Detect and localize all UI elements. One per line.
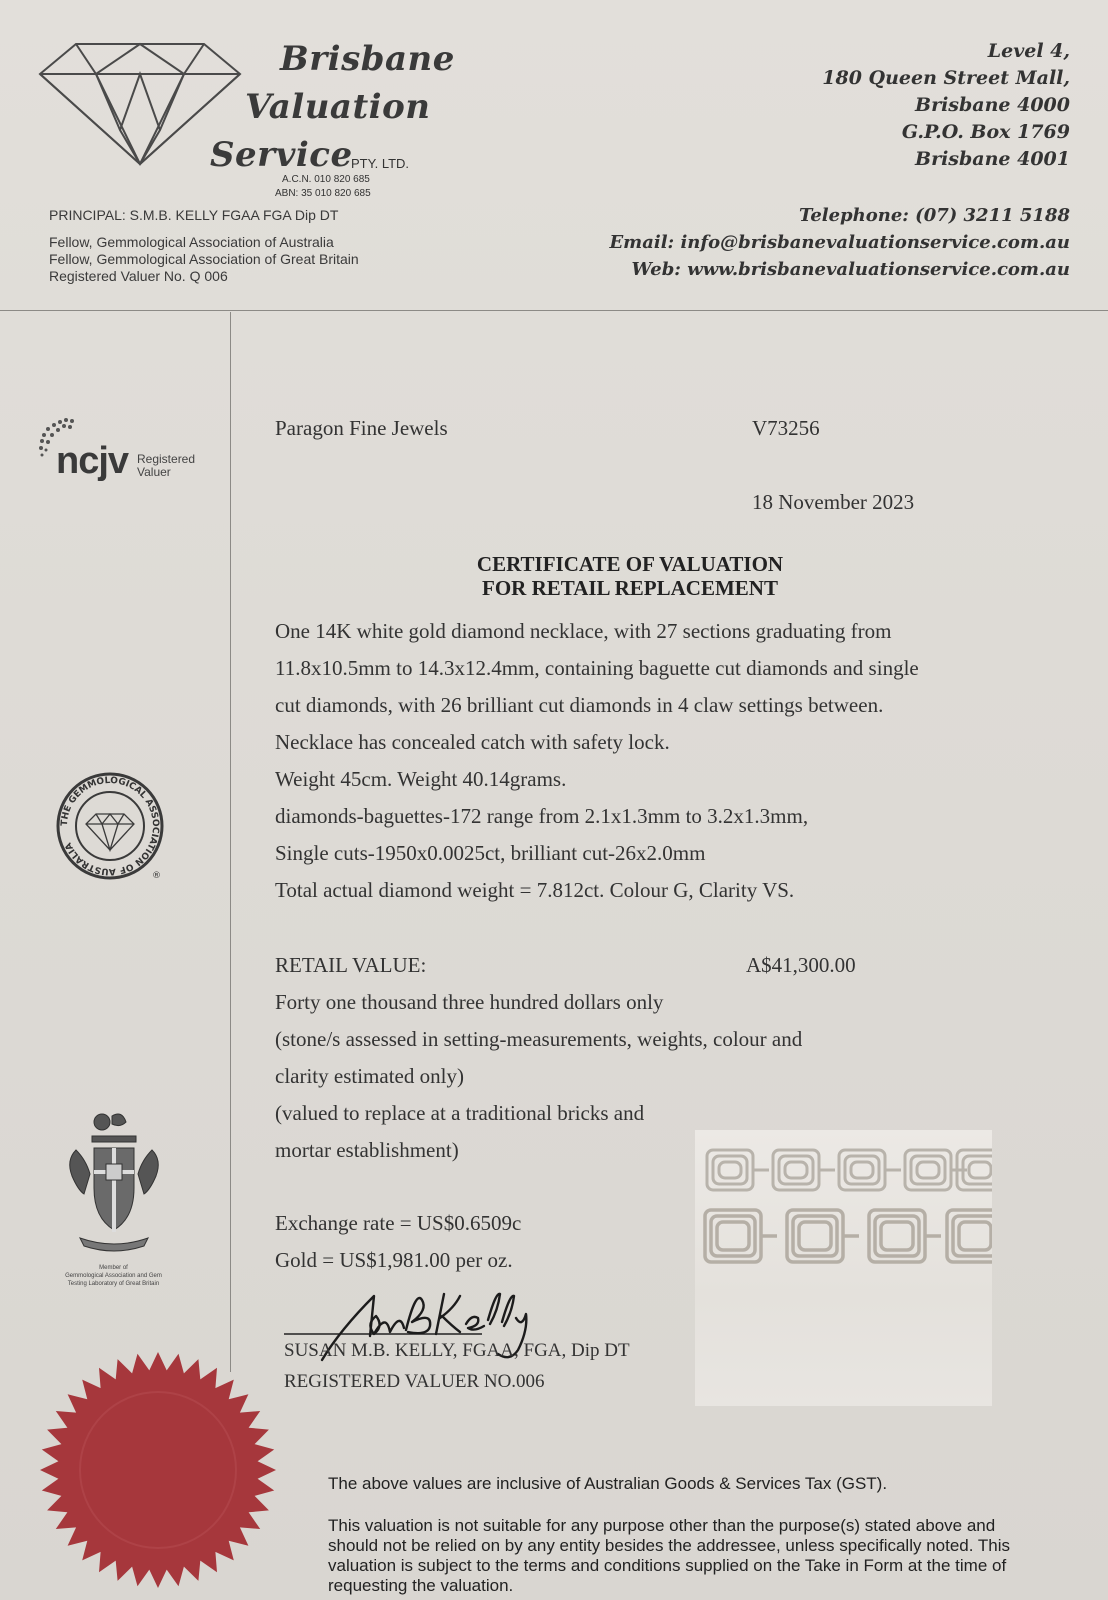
description-line: cut diamonds, with 26 brilliant cut diamonds in 4 claw settings between.: [275, 693, 884, 717]
note-line: (valued to replace at a traditional bricks and: [275, 1101, 645, 1125]
ncjv-registered: Registered: [137, 452, 196, 466]
description-line: Weight 45cm. Weight 40.14grams.: [275, 767, 567, 791]
coat-of-arms-icon: [62, 1110, 166, 1260]
certificate-subtitle: FOR RETAIL REPLACEMENT: [482, 576, 778, 600]
principal: PRINCIPAL: S.M.B. KELLY FGAA FGA Dip DT: [49, 207, 339, 223]
necklace-link: [881, 1222, 913, 1250]
svg-text:THE GEMMOLOGICAL ASSOCIATION O: [60, 776, 160, 876]
necklace-link: [963, 1156, 992, 1184]
fellow-gagb: Fellow, Gemmological Association of Great Britain: [49, 251, 359, 267]
abn: ABN: 35 010 820 685: [275, 188, 371, 199]
note-line: mortar establishment): [275, 1138, 459, 1162]
acn: A.C.N. 010 820 685: [282, 174, 370, 185]
brand-line-2: Valuation: [245, 87, 431, 127]
ncjv-valuer: Valuer: [137, 465, 171, 479]
note-line: clarity estimated only): [275, 1064, 464, 1088]
address-block: [710, 38, 1070, 173]
web: Web: www.brisbanevaluationservice.com.au: [631, 259, 1070, 280]
description-line: Necklace has concealed catch with safety lock.: [275, 730, 670, 754]
sidebar-divider: [230, 312, 231, 1372]
necklace-link: [785, 1162, 807, 1178]
address-line: Brisbane 4001: [915, 148, 1070, 170]
gaa-ring-text: THE GEMMOLOGICAL ASSOCIATION OF AUSTRALIA: [59, 775, 161, 877]
necklace-link: [969, 1162, 991, 1178]
ncjv-logo: ncjv: [56, 440, 129, 482]
contact-block: [510, 202, 1070, 283]
crest-caption-line: Member of: [99, 1265, 128, 1271]
address-line: 180 Queen Street Mall,: [822, 67, 1070, 89]
description-line: diamonds-baguettes-172 range from 2.1x1.3mm to 3.2x1.3mm,: [275, 804, 809, 828]
fellow-gaa: Fellow, Gemmological Association of Australia: [49, 234, 334, 250]
address-line: G.P.O. Box 1769: [901, 121, 1070, 143]
certificate-title: CERTIFICATE OF VALUATION: [476, 552, 784, 576]
crest-caption: [46, 1264, 181, 1288]
telephone: Telephone: (07) 3211 5188: [798, 205, 1070, 226]
necklace-link: [851, 1162, 873, 1178]
retail-value-label: RETAIL VALUE:: [275, 953, 427, 977]
necklace-link: [959, 1222, 991, 1250]
address-line: Level 4,: [987, 40, 1070, 62]
necklace-image: [695, 1130, 992, 1406]
email: Email: info@brisbanevaluationservice.com.au: [609, 232, 1070, 253]
signer-registration: REGISTERED VALUER NO.006: [284, 1371, 545, 1392]
crest-caption-line: Gemmological Association and Gem: [65, 1273, 162, 1279]
description-line: Total actual diamond weight = 7.812ct. Colour G, Clarity VS.: [275, 878, 795, 902]
crest-caption-line: Testing Laboratory of Great Britain: [67, 1281, 160, 1287]
client-name: Paragon Fine Jewels: [275, 416, 448, 440]
red-seal-icon: [38, 1350, 278, 1590]
brand-line-1: Brisbane: [280, 39, 455, 79]
necklace-link: [717, 1222, 749, 1250]
description-line: One 14K white gold diamond necklace, with 27 sections graduating from: [275, 619, 892, 643]
necklace-link: [917, 1162, 939, 1178]
address-line: Brisbane 4000: [915, 94, 1070, 116]
retail-value-amount: A$41,300.00: [746, 953, 856, 977]
pty-ltd: PTY. LTD.: [351, 156, 410, 171]
brand-line-3: Service: [210, 135, 353, 175]
necklace-photo: [695, 1130, 992, 1406]
disclaimer: This valuation is not suitable for any purpose other than the purpose(s) stated above and should not be relied on by any entity besides the addressee, unless specifically noted. This valuation is subject to the terms and conditions supplied on the Take in Form at the time of requesting the valuation.: [328, 1516, 1010, 1595]
header-divider: [0, 310, 1108, 311]
gaa-registered-mark: ®: [152, 871, 161, 881]
gaa-seal-icon: [54, 770, 166, 882]
necklace-link: [799, 1222, 831, 1250]
description-line: Single cuts-1950x0.0025ct, brilliant cut-26x2.0mm: [275, 841, 706, 865]
gold-price: Gold = US$1,981.00 per oz.: [275, 1248, 513, 1272]
note-line: Forty one thousand three hundred dollars only: [275, 990, 664, 1014]
certificate-date: 18 November 2023: [752, 490, 915, 514]
description-line: 11.8x10.5mm to 14.3x12.4mm, containing baguette cut diamonds and single: [275, 656, 919, 680]
exchange-rate: Exchange rate = US$0.6509c: [275, 1211, 522, 1235]
ncjv-caption: [137, 453, 195, 479]
signer-name: SUSAN M.B. KELLY, FGAA, FGA, Dip DT: [284, 1340, 630, 1361]
registered-valuer: Registered Valuer No. Q 006: [49, 268, 228, 284]
gst-note: The above values are inclusive of Australian Goods & Services Tax (GST).: [328, 1474, 888, 1493]
note-line: (stone/s assessed in setting-measurements, weights, colour and: [275, 1027, 803, 1051]
reference-number: V73256: [752, 416, 820, 440]
necklace-link: [719, 1162, 741, 1178]
